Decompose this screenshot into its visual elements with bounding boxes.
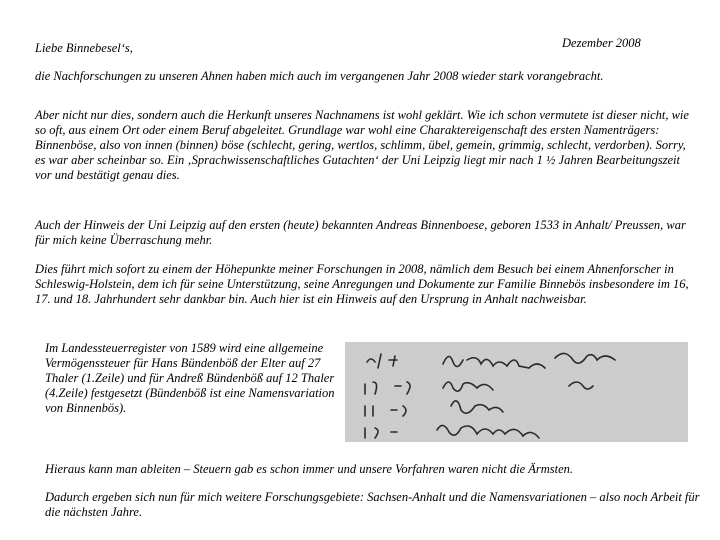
scan-caption: Im Landessteuerregister von 1589 wird eine allgemeine Vermögenssteuer für Hans Bündenböß der Elter auf 27 Thaler (1.Zeile) und für Andreß Bündenböß auf 12 Thaler (4.Zeile) festgesetzt (Bündenböß ist eine Namensvariation von Binnenbös). xyxy=(45,341,335,415)
handwritten-register-image xyxy=(345,342,688,442)
paragraph-name-origin: Aber nicht nur dies, sondern auch die Herkunft unseres Nachnamens ist wohl geklärt. Wie ich schon vermutete ist dieser nicht, wie so oft, aus einem Ort oder einem Beruf abgeleitet. Grundlage war wohl eine Charaktereigenschaft des ersten Namenträgers: Binnenböse, also von innen (binnen) böse (schlecht, gering, wertlos, schlimm, übel, gemein, grimmig, schlecht, verdorben). Sorry, es war aber scheinbar so. Ein ‚Sprachwissenschaftliches Gutachten‘ der Uni Leipzig liegt mir nach 1 ½ Jahren Bearbeitungszeit vor und bestätigt genau dies. xyxy=(35,108,689,182)
paragraph-intro: die Nachforschungen zu unseren Ahnen haben mich auch im vergangenen Jahr 2008 wieder stark vorangebracht. xyxy=(35,69,604,83)
letter-date: Dezember 2008 xyxy=(562,36,641,50)
closing-paragraph-taxes: Hieraus kann man ableiten – Steuern gab es schon immer und unsere Vorfahren waren nicht die Ärmsten. xyxy=(45,462,574,476)
letter-greeting: Liebe Binnebesel‘s, xyxy=(35,41,133,55)
closing-paragraph-research: Dadurch ergeben sich nun für mich weitere Forschungsgebiete: Sachsen-Anhalt und die Namensvariationen – also noch Arbeit für die nächsten Jahre. xyxy=(45,490,700,519)
paragraph-uni-leipzig: Auch der Hinweis der Uni Leipzig auf den ersten (heute) bekannten Andreas Binnenboese, geboren 1533 in Anhalt/ Preussen, war für mich keine Überraschung mehr. xyxy=(35,218,686,247)
paragraph-highlight: Dies führt mich sofort zu einem der Höhepunkte meiner Forschungen in 2008, nämlich dem Besuch bei einem Ahnenforscher in Schleswig-Holstein, dem ich für seine Unterstützung, seine Anregungen und Dokumente zur Familie Binnebös insbesondere im 16, 17. und 18. Jahrhundert sehr dankbar bin. Auch hier ist ein Hinweis auf den Ursprung in Anhalt nachweisbar. xyxy=(35,262,689,306)
